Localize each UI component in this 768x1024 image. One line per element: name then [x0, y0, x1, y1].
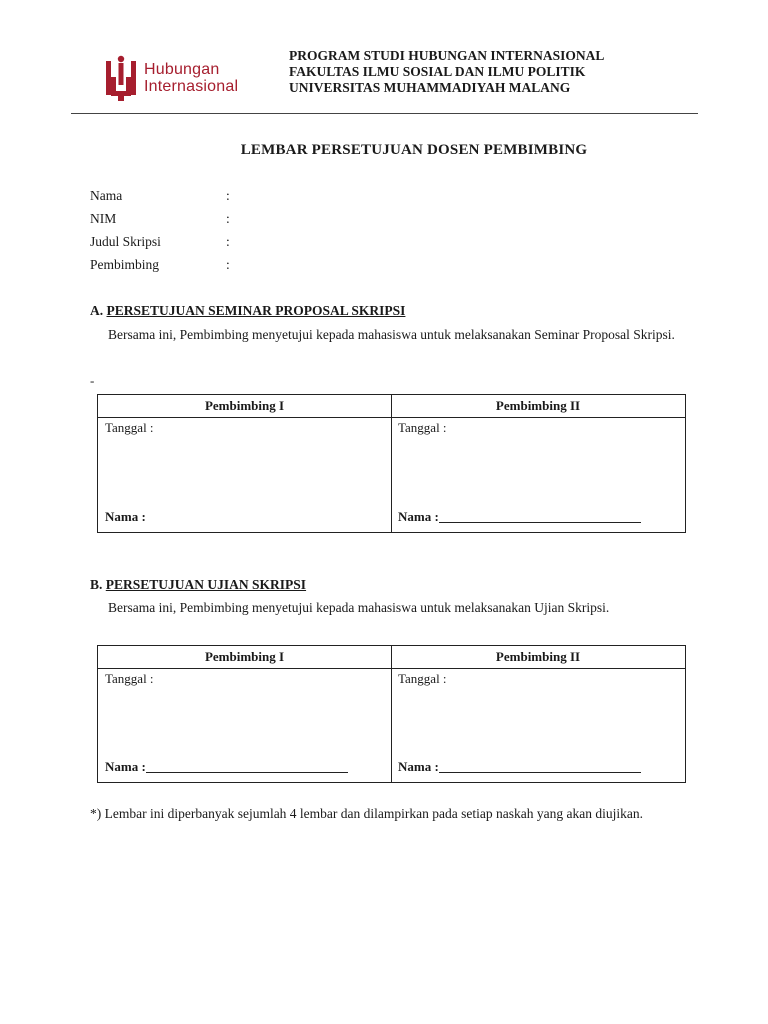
hubungan-internasional-logo-icon	[104, 55, 138, 101]
field-label-pembimbing: Pembimbing	[90, 257, 160, 272]
section-b-title: PERSETUJUAN UJIAN SKRIPSI	[105, 577, 307, 592]
table-a-tanggal-1: Tanggal :	[105, 420, 154, 435]
stray-dash: -	[90, 373, 95, 388]
field-label-judul-skripsi: Judul Skripsi	[90, 234, 161, 249]
logo-text-line2: Internasional	[144, 78, 239, 95]
document-title: LEMBAR PERSETUJUAN DOSEN PEMBIMBING	[240, 142, 588, 158]
field-colon-nim: :	[226, 211, 230, 226]
table-b-nama-1	[105, 759, 348, 775]
approval-table-a	[97, 394, 686, 533]
approval-table-b	[97, 645, 686, 783]
section-b-prefix: B.	[90, 577, 103, 592]
table-a-nama-2-blank-line	[439, 521, 641, 523]
table-b-nama-1-label: Nama :	[105, 759, 146, 774]
table-b-tanggal-1: Tanggal :	[105, 671, 154, 686]
table-a-nama-1-label: Nama :	[105, 509, 146, 524]
table-b-nama-2-blank-line	[439, 771, 641, 773]
header-divider	[71, 113, 698, 114]
section-a-title: PERSETUJUAN SEMINAR PROPOSAL SKRIPSI	[106, 303, 406, 318]
table-a-nama-2-label: Nama :	[398, 509, 439, 524]
section-a-text: Bersama ini, Pembimbing menyetujui kepada mahasiswa untuk melaksanakan Seminar Proposal Skripsi.	[108, 327, 675, 342]
table-a-nama-2	[398, 509, 641, 525]
header-line-1: PROGRAM STUDI HUBUNGAN INTERNASIONAL	[289, 48, 605, 63]
field-colon-nama: :	[226, 188, 230, 203]
header-line-2: FAKULTAS ILMU SOSIAL DAN ILMU POLITIK	[289, 64, 586, 79]
section-b-text: Bersama ini, Pembimbing menyetujui kepada mahasiswa untuk melaksanakan Ujian Skripsi.	[108, 600, 610, 615]
table-b-nama-1-blank-line	[146, 771, 348, 773]
section-a-prefix: A.	[90, 303, 104, 318]
table-a-header-pembimbing-2: Pembimbing II	[495, 398, 581, 413]
field-label-nama: Nama	[90, 188, 123, 203]
section-b-heading	[90, 577, 306, 593]
field-colon-judul-skripsi: :	[226, 234, 230, 249]
table-a-nama-1	[105, 509, 146, 525]
logo	[104, 55, 264, 101]
table-b-nama-2-label: Nama :	[398, 759, 439, 774]
section-a-heading	[90, 303, 405, 319]
approval-table-b-col-1	[98, 646, 392, 782]
footnote: *) Lembar ini diperbanyak sejumlah 4 lembar dan dilampirkan pada setiap naskah yang akan diujikan.	[90, 806, 643, 821]
header-line-3: UNIVERSITAS MUHAMMADIYAH MALANG	[289, 80, 571, 95]
table-b-tanggal-2: Tanggal :	[398, 671, 447, 686]
approval-table-b-col-2	[391, 646, 685, 782]
table-b-nama-2	[398, 759, 641, 775]
table-b-header-pembimbing-2: Pembimbing II	[495, 649, 581, 664]
approval-table-a-col-1	[98, 395, 392, 532]
field-colon-pembimbing: :	[226, 257, 230, 272]
approval-table-a-col-2	[391, 395, 685, 532]
table-b-header-pembimbing-1: Pembimbing I	[204, 649, 285, 664]
table-a-header-pembimbing-1: Pembimbing I	[204, 398, 285, 413]
table-a-tanggal-2: Tanggal :	[398, 420, 447, 435]
logo-text-line1: Hubungan	[144, 61, 220, 78]
field-label-nim: NIM	[90, 211, 117, 226]
